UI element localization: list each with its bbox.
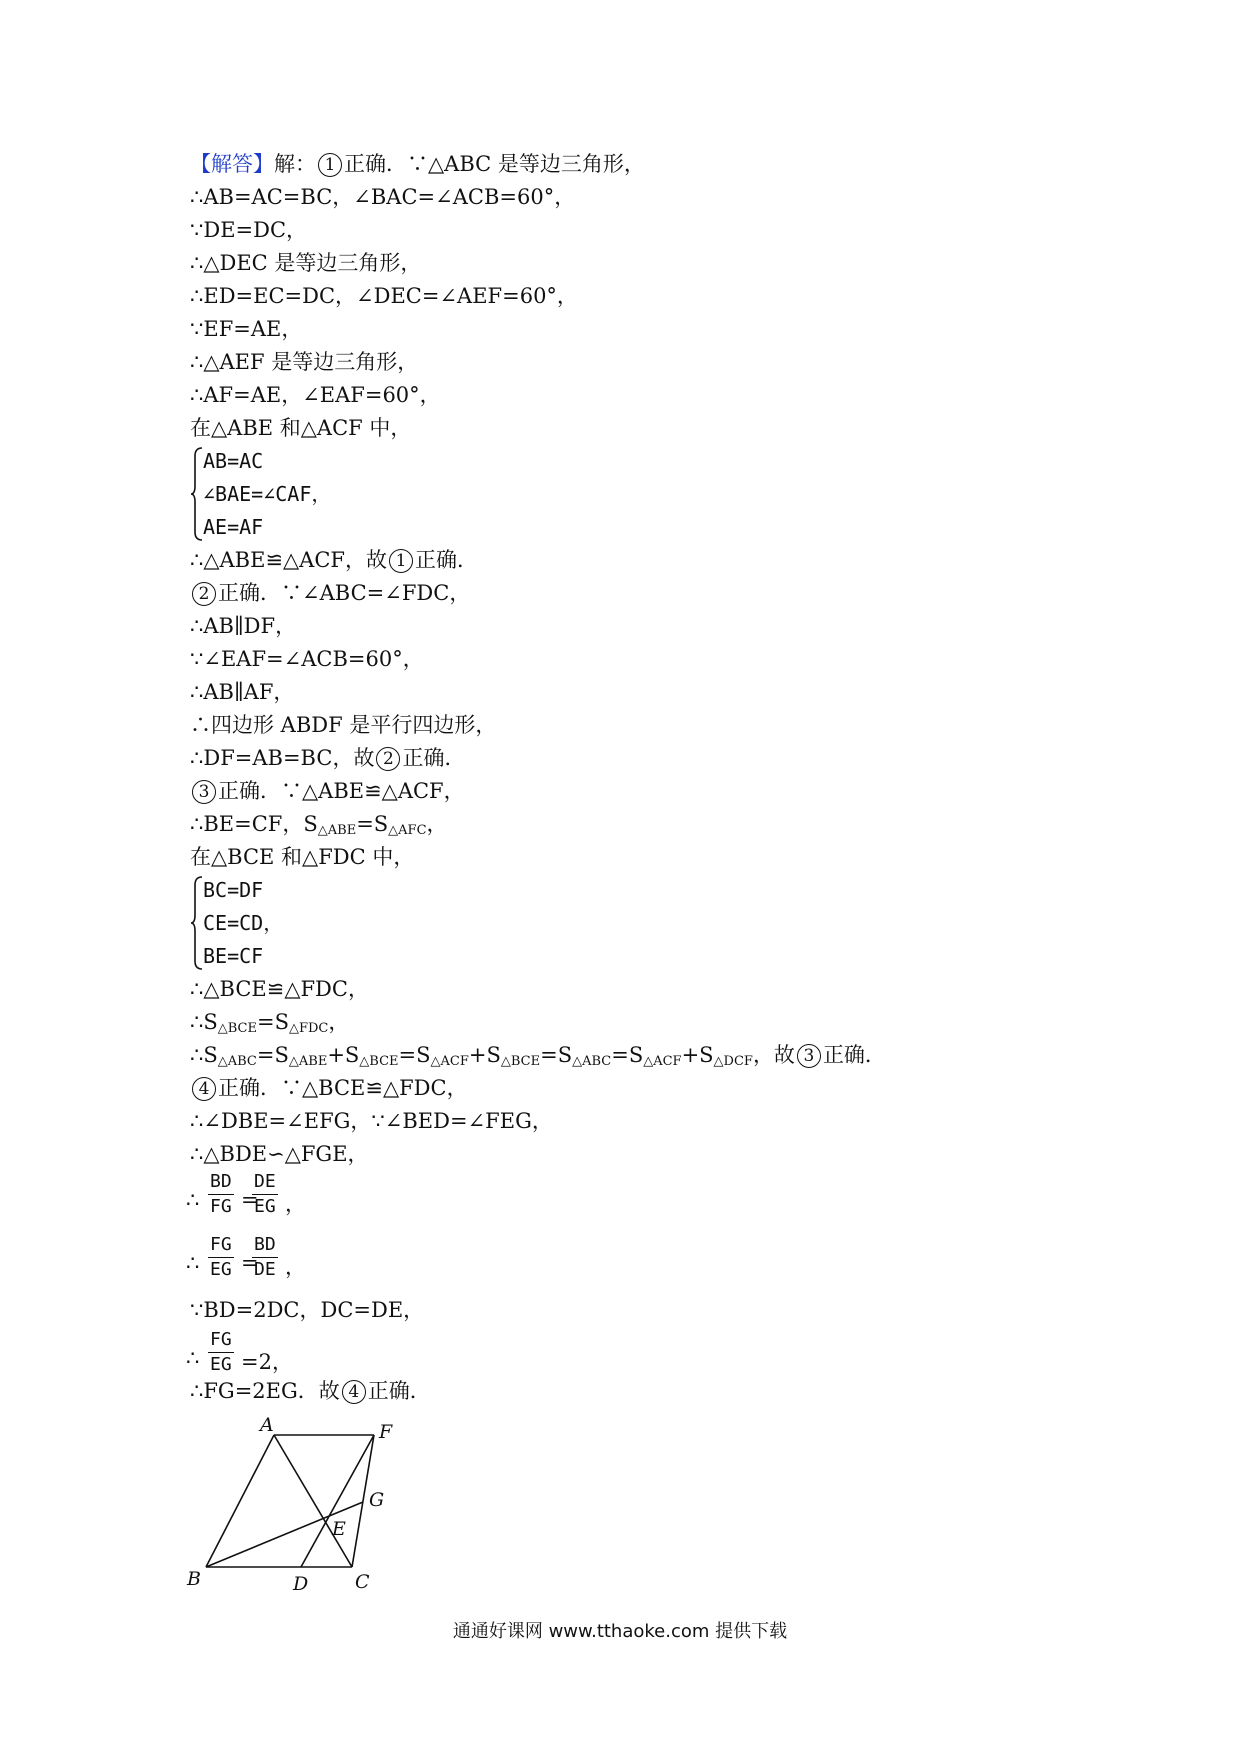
denominator: EG (210, 1259, 232, 1280)
line-text: =S (256, 1043, 289, 1067)
circled-number-4: 4 (342, 1380, 366, 1404)
line-text: +S (681, 1043, 714, 1067)
system-1-row-3: AE=AF (203, 515, 264, 539)
solution-line-30: ∴∠DBE=∠EFG，∵∠BED=∠FEG， (190, 1109, 553, 1133)
solution-line-15: ∴AB∥DF， (190, 614, 297, 638)
solution-line-31: ∴△BDE∽△FGE， (190, 1142, 369, 1166)
label-e: E (332, 1518, 346, 1540)
line-text: =S (611, 1043, 644, 1067)
equals-sign: = (241, 1188, 259, 1212)
brace-icon (190, 875, 204, 971)
solution-line-2: ∴AB=AC=BC，∠BAC=∠ACB=60°， (190, 185, 576, 209)
subscript: △ACF (643, 1054, 682, 1069)
line-text: ∴S (190, 1043, 218, 1067)
fraction (252, 1170, 278, 1219)
line-text: =S (540, 1043, 573, 1067)
subscript: △FDC (288, 1021, 329, 1036)
line-text: 正确． (822, 1043, 886, 1067)
fraction (252, 1233, 278, 1282)
line-text: 正确．∵△BCE≌△FDC， (218, 1076, 468, 1100)
fraction-line-2 (186, 1233, 386, 1293)
circled-number-4: 4 (192, 1077, 216, 1101)
subscript: △ABE (288, 1054, 328, 1069)
solution-line-3: ∵DE=DC， (190, 218, 308, 242)
solution-line-4: ∴△DEC 是等边三角形， (190, 251, 422, 275)
intro-text: 解： (274, 152, 316, 176)
label-c: C (355, 1571, 370, 1593)
line-text: 正确． (415, 548, 478, 572)
segment-ab (206, 1435, 274, 1567)
line-text: 正确．∵△ABC 是等边三角形， (344, 152, 645, 176)
label-f: F (379, 1421, 393, 1443)
denominator: FG (210, 1196, 232, 1217)
system-1-row-2: ∠BAE=∠CAF， (203, 482, 332, 506)
answer-tag: 【解答】 (190, 152, 274, 176)
solution-line-20 (190, 777, 465, 805)
line-text: 正确． (367, 1379, 431, 1403)
system-2-row-1: BC=DF (203, 878, 264, 902)
therefore-symbol: ∴ (186, 1188, 200, 1212)
subscript: △ABC (217, 1054, 257, 1069)
numerator: FG (210, 1329, 232, 1350)
numerator: BD (210, 1171, 232, 1192)
line-text: ， (426, 812, 448, 836)
solution-line-6: ∵EF=AE， (190, 317, 303, 341)
solution-line-28 (190, 1041, 886, 1076)
line-text: =S (356, 812, 389, 836)
subscript: △AFC (388, 823, 427, 838)
subscript: △BCE (500, 1054, 541, 1069)
fraction (208, 1170, 234, 1219)
label-a: A (260, 1415, 274, 1436)
solution-line-34: ∵BD=2DC，DC=DE， (190, 1298, 425, 1322)
solution-line-1 (190, 150, 645, 178)
comma: ， (285, 1192, 306, 1216)
solution-line-21 (190, 810, 448, 845)
solution-line-16: ∵∠EAF=∠ACB=60°， (190, 647, 424, 671)
denominator: EG (210, 1354, 232, 1375)
segment-ac (274, 1435, 352, 1567)
circled-number-2: 2 (376, 747, 400, 771)
line-text: ∴△ABE≌△ACF，故 (190, 548, 387, 572)
denominator: EG (254, 1196, 276, 1217)
solution-line-14 (190, 579, 470, 607)
circled-number-1: 1 (318, 153, 342, 177)
solution-line-18: ∴四边形 ABDF 是平行四边形， (190, 713, 497, 737)
equals-sign: = (241, 1251, 259, 1275)
label-d: D (293, 1573, 309, 1595)
solution-line-29 (190, 1074, 468, 1102)
system-2-row-2: CE=CD， (203, 911, 284, 935)
solution-line-9: 在△ABE 和△ACF 中， (190, 416, 412, 440)
line-text: +S (468, 1043, 501, 1067)
solution-line-17: ∴AB∥AF， (190, 680, 295, 704)
subscript: △BCE (217, 1021, 257, 1036)
solution-line-8: ∴AF=AE，∠EAF=60°， (190, 383, 441, 407)
equals-two: =2， (241, 1350, 293, 1374)
label-b: B (187, 1568, 201, 1590)
fraction (208, 1233, 234, 1282)
line-text: +S (327, 1043, 360, 1067)
therefore-symbol: ∴ (186, 1251, 200, 1275)
circled-number-3: 3 (192, 780, 216, 804)
label-g: G (369, 1489, 385, 1511)
solution-line-13 (190, 546, 478, 574)
solution-line-5: ∴ED=EC=DC，∠DEC=∠AEF=60°， (190, 284, 578, 308)
system-1-row-1: AB=AC (203, 449, 264, 473)
equation-system-2 (190, 875, 450, 971)
line-text: ，故 (752, 1043, 795, 1067)
line-text: ， (328, 1010, 350, 1034)
fraction-line-1 (186, 1170, 386, 1230)
line-text: ∴S (190, 1010, 218, 1034)
solution-line-7: ∴△AEF 是等边三角形， (190, 350, 419, 374)
solution-line-36 (190, 1377, 431, 1405)
fraction (208, 1328, 234, 1377)
solution-line-27 (190, 1008, 349, 1043)
numerator: DE (254, 1171, 276, 1192)
subscript: △ABC (572, 1054, 612, 1069)
footer-text: 通通好课网 www.tthaoke.com 提供下载 (452, 1621, 788, 1642)
line-text: 正确． (402, 746, 466, 770)
line-text: 正确．∵△ABE≌△ACF， (218, 779, 465, 803)
comma: ， (285, 1255, 306, 1279)
subscript: △BCE (359, 1054, 399, 1069)
solution-line-22: 在△BCE 和△FDC 中， (190, 845, 415, 869)
line-text: =S (256, 1010, 289, 1034)
line-text: =S (398, 1043, 431, 1067)
system-2-row-3: BE=CF (203, 944, 264, 968)
subscript: △ACF (430, 1054, 469, 1069)
therefore-symbol: ∴ (186, 1346, 200, 1370)
line-text: 正确．∵∠ABC=∠FDC， (218, 581, 471, 605)
solution-line-26: ∴△BCE≌△FDC， (190, 977, 369, 1001)
subscript: △DCF (713, 1054, 753, 1069)
denominator: DE (254, 1259, 276, 1280)
circled-number-3: 3 (797, 1044, 821, 1068)
line-text: ∴DF=AB=BC，故 (190, 746, 375, 770)
geometry-figure (180, 1415, 420, 1595)
numerator: BD (254, 1234, 276, 1255)
line-text: ∴BE=CF，S (190, 812, 318, 836)
circled-number-1: 1 (389, 549, 413, 573)
subscript: △ABE (317, 823, 357, 838)
circled-number-2: 2 (192, 582, 216, 606)
equation-system-1 (190, 446, 450, 542)
line-text: ∴FG=2EG．故 (190, 1379, 340, 1403)
numerator: FG (210, 1234, 232, 1255)
solution-line-19 (190, 744, 465, 772)
brace-icon (190, 446, 204, 542)
